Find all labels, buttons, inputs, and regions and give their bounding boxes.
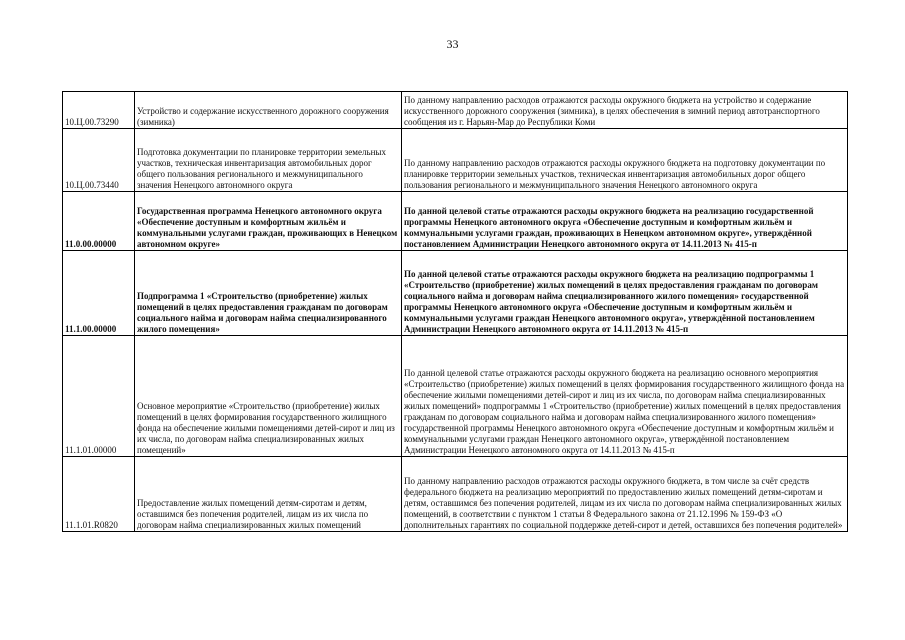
description-cell: По данному направлению расходов отражаются расходы окружного бюджета, в том числе за счёт средств федерального бюджета на реализацию мероприятий по предоставлению жилых помещений детям-сиротам и детям, оставшимся без попечения родителей, лицам из их числа по договорам найма специализированных жилых помещений, в соответствии с пунктом 1 статьи 8 Федерального закона от 21.12.1996 № 159-ФЗ «О дополнительных гарантиях по социальной поддержке детей-сирот и детей, оставшихся без попечения родителей»: [402, 457, 848, 532]
name-cell: Подпрограмма 1 «Строительство (приобретение) жилых помещений в целях предоставления гражданам по договорам социального найма и договорам найма специализированного жилого помещения»: [135, 251, 402, 336]
description-cell: По данному направлению расходов отражаются расходы окружного бюджета на подготовку документации по планировке территории земельных участков, техническая инвентаризация автомобильных дорог общего пользования регионального и межмуниципального значения Ненецкого автономного округа: [402, 129, 848, 192]
name-cell: Основное мероприятие «Строительство (приобретение) жилых помещений в целях формирования государственного жилищного фонда на обеспечение жилыми помещениями детей-сирот и лиц из их числа, по договорам найма специализированных жилых помещений»: [135, 336, 402, 457]
description-cell: По данному направлению расходов отражаются расходы окружного бюджета на устройство и содержание искусственного дорожного сооружения (зимника), в целях обеспечения в зимний период автотранспортного сообщения из г. Нарьян-Мар до Республики Коми: [402, 92, 848, 129]
code-cell: 10.Ц.00.73290: [63, 92, 135, 129]
code-cell: 11.0.00.00000: [63, 192, 135, 251]
code-cell: 11.1.01.00000: [63, 336, 135, 457]
description-cell: По данной целевой статье отражаются расходы окружного бюджета на реализацию подпрограммы 1 «Строительство (приобретение) жилых помещений в целях предоставления гражданам по договорам социального найма и договорам найма специализированного жилого помещения» государственной программы Ненецкого автономного округа «Обеспечение доступным и комфортным жильём и коммунальными услугами граждан Ненецкого автономного округа», утверждённой постановлением Администрации Ненецкого автономного округа от 14.11.2013 № 415-п: [402, 251, 848, 336]
name-cell: Устройство и содержание искусственного дорожного сооружения (зимника): [135, 92, 402, 129]
table-row: [63, 192, 848, 251]
description-cell: По данной целевой статье отражаются расходы окружного бюджета на реализацию основного мероприятия «Строительство (приобретение) жилых помещений в целях формирования государственного жилищного фонда на обеспечение жилыми помещениями детей-сирот и лиц из их числа, по договорам найма специализированных жилых помещений» подпрограммы 1 «Строительство (приобретение) жилых помещений в целях предоставления гражданам по договорам социального найма и договорам найма специализированного жилого помещения» государственной программы Ненецкого автономного округа «Обеспечение доступным и комфортным жильём и коммунальными услугами граждан Ненецкого автономного округа», утверждённой постановлением Администрации Ненецкого автономного округа от 14.11.2013 № 415-п: [402, 336, 848, 457]
name-cell: Предоставление жилых помещений детям-сиротам и детям, оставшимся без попечения родителей, лицам из их числа по договорам найма специализированных жилых помещений: [135, 457, 402, 532]
page-number: 33: [446, 37, 459, 51]
name-cell: Государственная программа Ненецкого автономного округа «Обеспечение доступным и комфортным жильём и коммунальными услугами граждан, проживающих в Ненецком автономном округе»: [135, 192, 402, 251]
budget-classification-table: [62, 91, 848, 532]
table-row: [63, 251, 848, 336]
name-cell: Подготовка документации по планировке территории земельных участков, техническая инвентаризация автомобильных дорог общего пользования регионального и межмуниципального значения Ненецкого автономного округа: [135, 129, 402, 192]
table-row: [63, 92, 848, 129]
table-row: [63, 129, 848, 192]
description-cell: По данной целевой статье отражаются расходы окружного бюджета на реализацию государственной программы Ненецкого автономного округа «Обеспечение доступным и комфортным жильём и коммунальными услугами граждан, проживающих в Ненецком автономном округе», утверждённой постановлением Администрации Ненецкого автономного округа от 14.11.2013 № 415-п: [402, 192, 848, 251]
code-cell: 11.1.00.00000: [63, 251, 135, 336]
code-cell: 10.Ц.00.73440: [63, 129, 135, 192]
table-row: [63, 457, 848, 532]
table-row: [63, 336, 848, 457]
code-cell: 11.1.01.R0820: [63, 457, 135, 532]
